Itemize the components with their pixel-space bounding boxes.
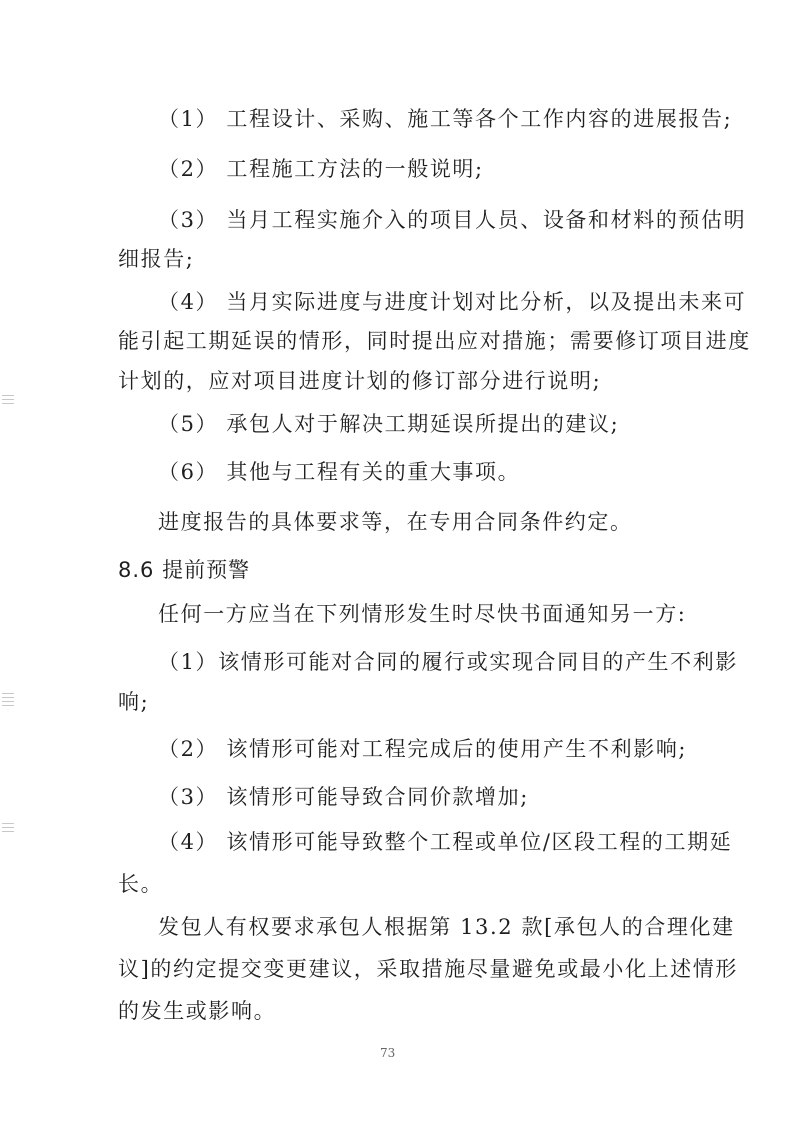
list-item-2: （2） 工程施工方法的一般说明; <box>158 157 484 181</box>
list-item-3-cont: 细报告; <box>118 247 195 271</box>
list-item-3: （3） 当月工程实施介入的项目人员、设备和材料的预估明 <box>158 208 747 232</box>
warning-item-4-cont: 长。 <box>118 872 164 896</box>
list-item-4: （4） 当月实际进度与进度计划对比分析，以及提出未来可 <box>158 290 747 314</box>
warning-item-1-cont: 响; <box>118 690 150 714</box>
list-item-6: （6） 其他与工程有关的重大事项。 <box>158 460 521 484</box>
scan-artifact <box>2 392 14 407</box>
list-item-4-cont-2: 计划的，应对项目进度计划的修订部分进行说明; <box>118 369 602 393</box>
page-number: 73 <box>380 1046 396 1060</box>
scan-artifact <box>2 690 14 709</box>
list-item-1: （1） 工程设计、采购、施工等各个工作内容的进展报告; <box>158 107 733 131</box>
warning-item-1: （1）该情形可能对合同的履行或实现合同目的产生不利影 <box>158 650 738 674</box>
paragraph-notice: 任何一方应当在下列情形发生时尽快书面通知另一方: <box>158 602 687 626</box>
warning-item-2: （2） 该情形可能对工程完成后的使用产生不利影响; <box>158 737 688 761</box>
paragraph-progress-report: 进度报告的具体要求等，在专用合同条件约定。 <box>158 510 633 534</box>
list-item-5: （5） 承包人对于解决工期延误所提出的建议; <box>158 412 620 436</box>
section-heading: 8.6 提前预警 <box>118 558 251 582</box>
list-item-4-cont-1: 能引起工期延误的情形，同时提出应对措施；需要修订项目进度 <box>118 329 751 353</box>
paragraph-employer-right-1: 发包人有权要求承包人根据第 13.2 款[承包人的合理化建 <box>158 915 735 939</box>
warning-item-4: （4） 该情形可能导致整个工程或单位/区段工程的工期延 <box>158 830 733 854</box>
paragraph-employer-right-2: 议]的约定提交变更建议，采取措施尽量避免或最小化上述情形 <box>118 957 738 981</box>
warning-item-3: （3） 该情形可能导致合同价款增加; <box>158 785 529 809</box>
scan-artifact <box>2 820 14 835</box>
paragraph-employer-right-3: 的发生或影响。 <box>118 999 277 1023</box>
